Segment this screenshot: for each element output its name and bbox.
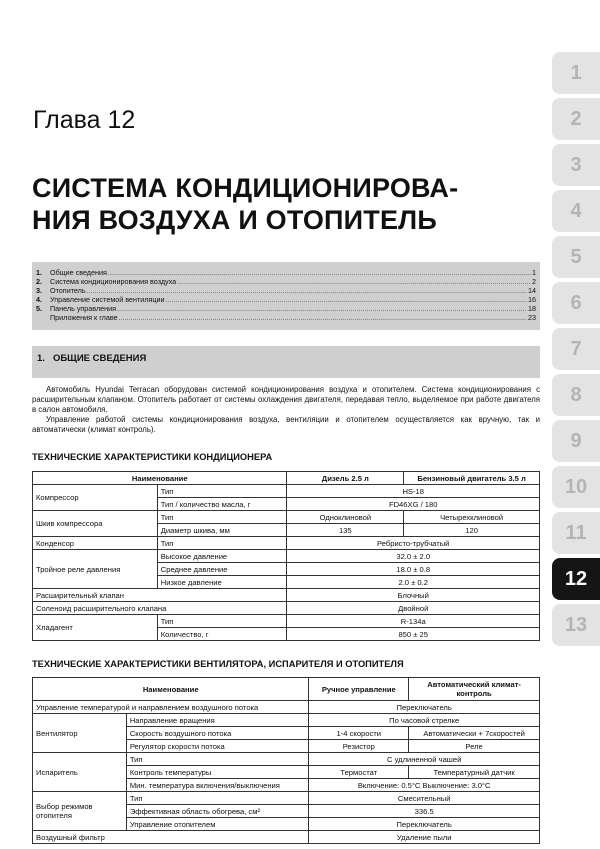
cell: R-134a <box>287 615 540 628</box>
cell: 120 <box>404 524 540 537</box>
table-row <box>33 589 540 602</box>
title-line: СИСТЕМА КОНДИЦИОНИРОВА- <box>32 173 459 203</box>
cell: Двойной <box>287 602 540 615</box>
toc-item[interactable] <box>32 268 540 277</box>
cell: Включение: 0.5°С Выключение: 3.0°С <box>309 779 540 792</box>
cell: Тип <box>157 485 287 498</box>
cell: С удлиненной чашей <box>309 753 540 766</box>
chapter-tab-1[interactable]: 1 <box>552 52 600 94</box>
cell: Тип / количество масла, г <box>157 498 287 511</box>
cell: Расширительный клапан <box>33 589 287 602</box>
toc-item[interactable] <box>32 304 540 313</box>
cell: Тип <box>157 537 287 550</box>
cell: FD46XG / 180 <box>287 498 540 511</box>
cell: Шкив компрессора <box>33 511 158 537</box>
cell: Управление отопителем <box>126 818 309 831</box>
chapter-tab-13[interactable]: 13 <box>552 604 600 646</box>
table-row <box>33 472 540 485</box>
section-header <box>32 346 540 378</box>
table-row <box>33 678 540 701</box>
ac-specs-table <box>32 471 540 641</box>
cell: 1-4 скорости <box>309 727 409 740</box>
cell: Хладагент <box>33 615 158 641</box>
title-line: НИЯ ВОЗДУХА И ОТОПИТЕЛЬ <box>32 205 437 235</box>
cell: 850 ± 25 <box>287 628 540 641</box>
table-row <box>33 831 540 844</box>
toc-number: 1. <box>36 268 42 277</box>
cell: Конденсор <box>33 537 158 550</box>
toc-page: 18 <box>528 304 536 313</box>
cell: Контроль температуры <box>126 766 309 779</box>
page-title <box>32 172 458 236</box>
cell: Среднее давление <box>157 563 287 576</box>
cell: По часовой стрелке <box>309 714 540 727</box>
cell: Блочный <box>287 589 540 602</box>
fan-evaporator-heater-table <box>32 677 540 844</box>
cell: Высокое давление <box>157 550 287 563</box>
toc-item[interactable] <box>32 313 540 322</box>
header-cell: Наименование <box>33 678 309 701</box>
cell: Одноклиновой <box>287 511 404 524</box>
cell: Регулятор скорости потока <box>126 740 309 753</box>
table-row <box>33 485 540 498</box>
table-row <box>33 537 540 550</box>
toc-label: Управление системой вентиляции <box>50 295 165 304</box>
paragraph: Автомобиль Hyundai Terracan оборудован системой кондиционирования воздуха и отопителем. Система кондиционирования с расширительным клапаном. Отопитель работает от системы охлаждения двигателя, передавая тепло, выделяемое при работе двигателя в салон автомобиля. <box>32 385 540 414</box>
chapter-tab-2[interactable]: 2 <box>552 98 600 140</box>
table-row <box>33 792 540 805</box>
chapter-tab-10[interactable]: 10 <box>552 466 600 508</box>
cell: Скорость воздушного потока <box>126 727 309 740</box>
cell: Управление температурой и направлением воздушного потока <box>33 701 309 714</box>
table-heading: ТЕХНИЧЕСКИЕ ХАРАКТЕРИСТИКИ КОНДИЦИОНЕРА <box>32 452 273 462</box>
cell: Мин. температура включения/выключения <box>126 779 309 792</box>
toc-label: Система кондиционирования воздуха <box>50 277 177 286</box>
header-cell: Дизель 2.5 л <box>287 472 404 485</box>
table-row <box>33 753 540 766</box>
chapter-tab-5[interactable]: 5 <box>552 236 600 278</box>
table-heading: ТЕХНИЧЕСКИЕ ХАРАКТЕРИСТИКИ ВЕНТИЛЯТОРА, ИСПАРИТЕЛЯ И ОТОПИТЕЛЯ <box>32 659 404 669</box>
cell: Диаметр шкива, мм <box>157 524 287 537</box>
chapter-tab-9[interactable]: 9 <box>552 420 600 462</box>
cell: Тип <box>126 792 309 805</box>
cell: 336.5 <box>309 805 540 818</box>
cell: Эффективная область обогрева, см² <box>126 805 309 818</box>
toc-label: Отопитель <box>50 286 86 295</box>
cell: Удаление пыли <box>309 831 540 844</box>
chapter-tab-6[interactable]: 6 <box>552 282 600 324</box>
toc-leader <box>119 313 527 322</box>
cell: HS-18 <box>287 485 540 498</box>
cell: Автоматически + 7скоростей <box>409 727 540 740</box>
paragraph: Управление работой системы кондиционирования воздуха, вентиляции и отопителем осуществляется как вручную, так и автоматически (климат контроль). <box>32 415 540 434</box>
cell: Выбор режимов отопителя <box>33 792 127 831</box>
cell: Тип <box>157 511 287 524</box>
table-of-contents <box>32 262 540 330</box>
chapter-label: Глава 12 <box>33 106 136 134</box>
cell: Смесительный <box>309 792 540 805</box>
header-cell: Ручное управление <box>309 678 409 701</box>
toc-number: 4. <box>36 295 42 304</box>
cell: Направление вращения <box>126 714 309 727</box>
toc-page: 16 <box>528 295 536 304</box>
toc-page: 23 <box>528 313 536 322</box>
cell: Резистор <box>309 740 409 753</box>
cell: Переключатель <box>309 818 540 831</box>
header-cell: Бензиновый двигатель 3.5 л <box>404 472 540 485</box>
cell: Количество, г <box>157 628 287 641</box>
table-row <box>33 602 540 615</box>
cell: Четырехклиновой <box>404 511 540 524</box>
cell: Тип <box>126 753 309 766</box>
table-row <box>33 550 540 563</box>
cell: Испаритель <box>33 753 127 792</box>
chapter-tab-4[interactable]: 4 <box>552 190 600 232</box>
header-cell: Наименование <box>33 472 287 485</box>
toc-leader <box>166 295 527 304</box>
cell: Низкое давление <box>157 576 287 589</box>
toc-item[interactable] <box>32 286 540 295</box>
cell: Воздушный фильтр <box>33 831 309 844</box>
toc-label: Панель управления <box>50 304 117 313</box>
table-row <box>33 701 540 714</box>
toc-leader <box>108 268 531 277</box>
toc-label: Общие сведения <box>50 268 107 277</box>
cell: 2.0 ± 0.2 <box>287 576 540 589</box>
toc-label: Приложения к главе <box>50 313 118 322</box>
section-number: 1. <box>37 353 45 364</box>
chapter-tab-12[interactable]: 12 <box>552 558 600 600</box>
section-title: ОБЩИЕ СВЕДЕНИЯ <box>52 353 147 364</box>
chapter-tab-3[interactable]: 3 <box>552 144 600 186</box>
cell: Температурный датчик <box>409 766 540 779</box>
chapter-tab-8[interactable]: 8 <box>552 374 600 416</box>
cell: Переключатель <box>309 701 540 714</box>
cell: Соленоид расширительного клапана <box>33 602 287 615</box>
cell: Реле <box>409 740 540 753</box>
header-cell: Автоматический климат-контроль <box>409 678 540 701</box>
cell: 18.0 ± 0.8 <box>287 563 540 576</box>
cell: Тройное реле давления <box>33 550 158 589</box>
toc-leader <box>117 304 527 313</box>
cell: Термостат <box>309 766 409 779</box>
cell: 32.0 ± 2.0 <box>287 550 540 563</box>
toc-number: 3. <box>36 286 42 295</box>
cell: Вентилятор <box>33 714 127 753</box>
toc-item[interactable] <box>32 295 540 304</box>
cell: Ребристо-трубчатый <box>287 537 540 550</box>
toc-leader <box>87 286 527 295</box>
toc-item[interactable] <box>32 277 540 286</box>
table-row <box>33 615 540 628</box>
toc-number: 5. <box>36 304 42 313</box>
toc-page: 2 <box>532 277 536 286</box>
toc-leader <box>177 277 531 286</box>
chapter-tab-7[interactable]: 7 <box>552 328 600 370</box>
cell: 135 <box>287 524 404 537</box>
table-row <box>33 511 540 524</box>
toc-page: 14 <box>528 286 536 295</box>
toc-number: 2. <box>36 277 42 286</box>
cell: Компрессор <box>33 485 158 511</box>
table-row <box>33 714 540 727</box>
toc-page: 1 <box>532 268 536 277</box>
cell: Тип <box>157 615 287 628</box>
chapter-tab-11[interactable]: 11 <box>552 512 600 554</box>
